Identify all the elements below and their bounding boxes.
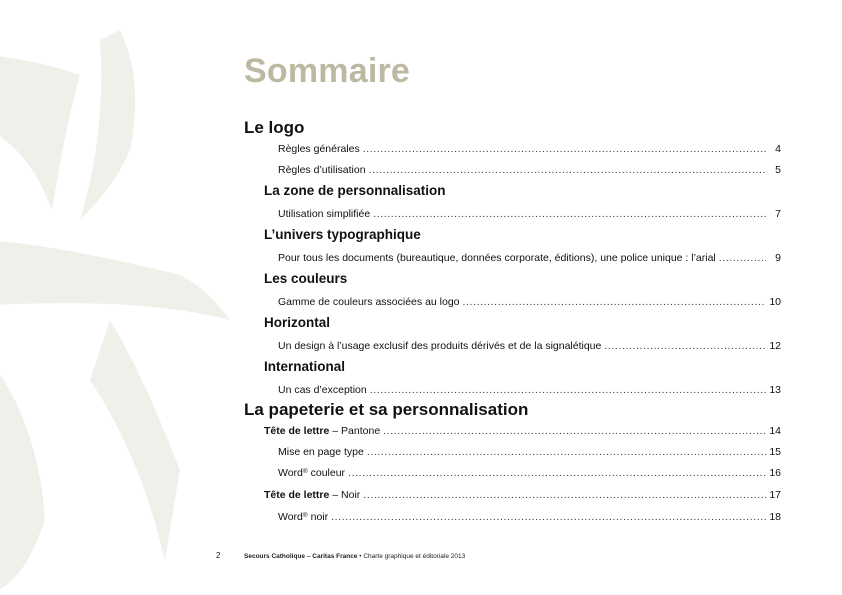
toc-page-number: 14 [769, 425, 781, 437]
toc-page-number: 13 [769, 384, 781, 396]
toc-entry-label-rest: – Pantone [329, 425, 381, 437]
toc-entry[interactable] [278, 164, 781, 176]
toc-page-number: 7 [775, 208, 781, 220]
page-title: Sommaire [244, 52, 411, 90]
toc-entry[interactable] [278, 252, 781, 264]
dot-leader [367, 446, 766, 458]
dot-leader [370, 384, 766, 396]
dot-leader [363, 489, 766, 501]
toc-entry-label-rest: couleur [307, 467, 346, 479]
section-heading-horizontal: Horizontal [264, 315, 330, 330]
footer-doc-title: Charte graphique et éditoriale 2013 [363, 553, 466, 560]
section-heading-couleurs: Les couleurs [264, 271, 348, 286]
toc-entry-label: Un design à l’usage exclusif des produits dérivés et de la signalétique [278, 340, 602, 352]
toc-entry[interactable] [278, 467, 781, 479]
dot-leader [369, 164, 766, 176]
toc-entry-label: Un cas d’exception [278, 384, 367, 396]
registered-mark: ® [302, 468, 308, 475]
toc-entry-label [278, 467, 345, 479]
toc-entry-label [278, 511, 328, 523]
toc-page-number: 4 [775, 143, 781, 155]
toc-page-number: 17 [769, 489, 781, 501]
toc-page-number: 18 [769, 511, 781, 523]
toc-entry[interactable] [278, 446, 781, 458]
toc-entry-label [264, 425, 380, 437]
section-heading-typo: L’univers typographique [264, 227, 421, 242]
toc-entry-label: Utilisation simplifiée [278, 208, 371, 220]
toc-page-number: 12 [769, 340, 781, 352]
toc-entry[interactable] [278, 340, 781, 352]
toc-entry-label: Règles générales [278, 143, 360, 155]
section-heading-zone: La zone de personnalisation [264, 183, 446, 198]
footer-bullet: • [357, 553, 364, 560]
toc-entry-label [264, 489, 360, 501]
toc-page-number: 16 [769, 467, 781, 479]
dot-leader [719, 252, 766, 264]
dot-leader [463, 296, 766, 308]
toc-entry-label-bold: Tête de lettre [264, 489, 330, 501]
dot-leader [363, 143, 766, 155]
toc-entry[interactable] [278, 384, 781, 396]
dot-leader [348, 467, 766, 479]
page-footer [216, 551, 465, 560]
toc-entry-label-main: Word [278, 467, 303, 479]
toc-entry-label-rest: – Noir [329, 489, 361, 501]
toc-page-number: 5 [775, 164, 781, 176]
toc-page-number: 9 [775, 252, 781, 264]
toc-entry-label: Pour tous les documents (bureautique, données corporate, éditions), une police unique : l’arial [278, 252, 716, 264]
footer-org: Secours Catholique – Caritas France [244, 553, 358, 560]
toc-entry-label-bold: Tête de lettre [264, 425, 330, 437]
section-heading-papeterie: La papeterie et sa personnalisation [244, 400, 529, 419]
section-heading-logo: Le logo [244, 118, 305, 137]
toc-entry-label: Règles d’utilisation [278, 164, 366, 176]
dot-leader [383, 425, 766, 437]
toc-page-number: 15 [769, 446, 781, 458]
toc-entry[interactable] [264, 489, 781, 501]
toc-entry-label: Gamme de couleurs associées au logo [278, 296, 460, 308]
dot-leader [604, 340, 766, 352]
dot-leader [373, 208, 766, 220]
toc-entry-label: Mise en page type [278, 446, 364, 458]
registered-mark: ® [302, 512, 308, 519]
dot-leader [331, 511, 766, 523]
toc-page-number: 10 [769, 296, 781, 308]
section-heading-international: International [264, 359, 346, 374]
toc-entry-label-main: Word [278, 511, 303, 523]
toc-entry[interactable] [278, 511, 781, 523]
toc-entry-label-rest: noir [307, 511, 329, 523]
toc-entry[interactable] [278, 208, 781, 220]
toc-entry[interactable] [278, 143, 781, 155]
toc-entry[interactable] [278, 296, 781, 308]
toc-entry[interactable] [264, 425, 781, 437]
footer-page-number: 2 [216, 551, 221, 560]
